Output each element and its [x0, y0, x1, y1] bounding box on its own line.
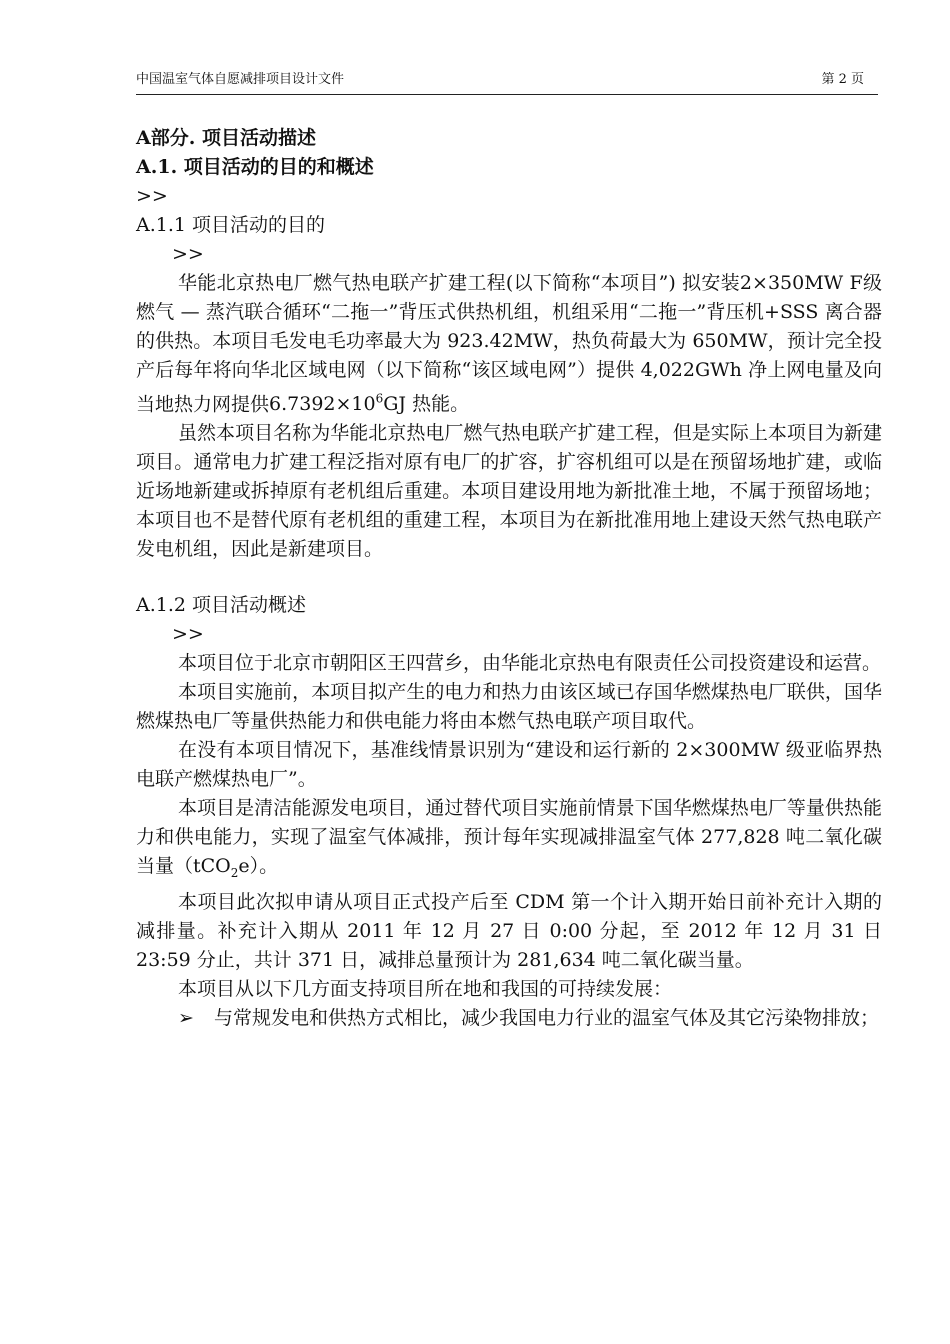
document-body: [136, 124, 882, 1033]
a12-paragraph-2: 本项目实施前，本项目拟产生的电力和热力由该区域已存国华燃煤热电厂联供，国华燃煤热电厂等量供热能力和供电能力将由本燃气热电联产项目取代。: [136, 681, 882, 733]
document-title: 中国温室气体自愿减排项目设计文件: [136, 72, 345, 87]
a12-paragraph-6: 本项目从以下几方面支持项目所在地和我国的可持续发展：: [178, 978, 673, 1001]
a11-paragraph-2: 虽然本项目名称为华能北京热电厂燃气热电联产扩建工程，但是实际上本项目为新建项目。通常电力扩建工程泛指对原有电厂的扩容，扩容机组可以是在预留场地扩建，或临近场地新建或拆掉原有老机组后重建。本项目建设用地为新批准土地，不属于预留场地；本项目也不是替代原有老机组的重建工程，本项目为在新批准用地上建设天然气热电联产发电机组，因此是新建项目。: [136, 422, 882, 561]
section-a-title: A部分. 项目活动描述: [136, 127, 316, 149]
section-a1-marker: >>: [136, 185, 168, 207]
bullet-item: [136, 1004, 882, 1033]
page-header: [136, 64, 878, 95]
section-a12-marker: >>: [172, 623, 204, 646]
page-number: 第 2 页: [821, 72, 864, 87]
section-a11-title: A.1.1 项目活动的目的: [136, 214, 326, 236]
spacer: [136, 564, 882, 591]
a12-paragraph-1: 本项目位于北京市朝阳区王四营乡，由华能北京热电有限责任公司投资建设和运营。: [178, 652, 882, 675]
section-a11-marker: >>: [172, 243, 204, 265]
heat-value: $6.7392\times 10^6GJ$ 热能。: [269, 392, 470, 416]
section-a12-title: A.1.2 项目活动概述: [136, 594, 307, 617]
a12-paragraph-4: 本项目是清洁能源发电项目，通过替代项目实施前情景下国华燃煤热电厂等量供热能力和供电能力，实现了温室气体减排，预计每年实现减排温室气体 277,828 吨二氧化碳当量（tCO$_2$e）。: [136, 797, 882, 881]
a11-paragraph-1: 华能北京热电厂燃气热电联产扩建工程(以下简称“本项目”) 拟安装2×350MW F级燃气 — 蒸汽联合循环“二拖一”背压式供热机组，机组采用“二拖一”背压机+SSS 离合器的供热。本项目毛发电毛功率最大为 923.42MW，热负荷最大为 650MW，预计完全投产后每年将向华北区域电网（以下简称“该区域电网”）提供 4,022GWh 净上网电量及向当地热力网提供$6.7392\times 10^6GJ$ 热能。: [136, 272, 882, 416]
bullet-text: 与常规发电和供热方式相比，减少我国电力行业的温室气体及其它污染物排放；: [214, 1007, 880, 1030]
a12-paragraph-3: 在没有本项目情况下，基准线情景识别为“建设和运行新的 2×300MW 级亚临界热电联产燃煤热电厂”。: [136, 739, 882, 791]
bullet-arrow-icon: ➢: [178, 1007, 194, 1030]
section-a1-title: A.1. 项目活动的目的和概述: [136, 156, 374, 178]
a12-paragraph-5: 本项目此次拟申请从项目正式投产后至 CDM 第一个计入期开始日前补充计入期的减排量。补充计入期从 2011 年 12 月 27 日 0:00 分起，至 2012 年 12 月 31 日 23:59 分止，共计 371 日，减排总量预计为 281,634 吨二氧化碳当量。: [136, 891, 882, 972]
